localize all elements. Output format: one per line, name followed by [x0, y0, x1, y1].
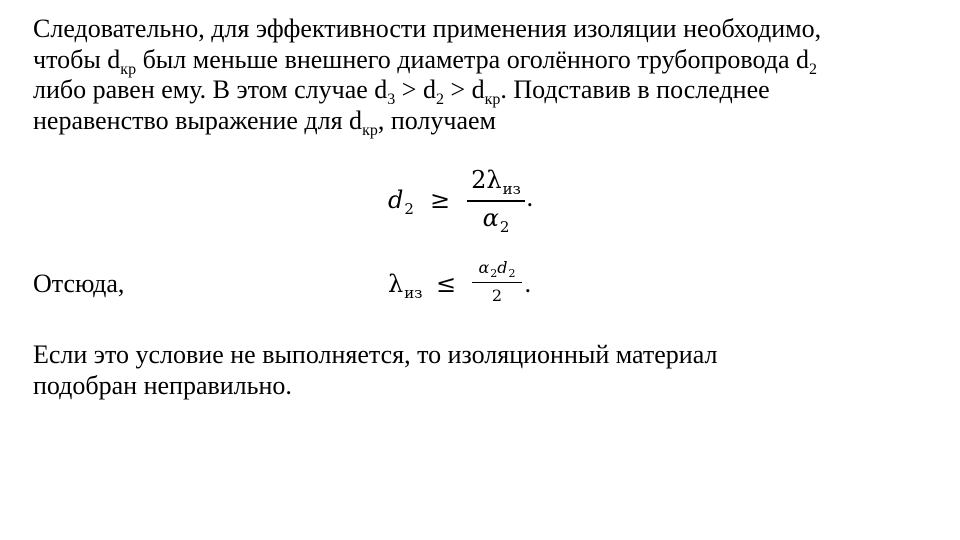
math-subscript: из: [404, 284, 423, 302]
formula-lhs: [388, 270, 423, 302]
paragraph-insulation-condition: [33, 14, 822, 139]
subscript: 2: [808, 60, 817, 78]
subscript: кр: [484, 91, 501, 108]
paragraph-line: [33, 340, 717, 371]
paragraph-conclusion: [33, 340, 717, 401]
math-subscript: 2: [404, 200, 414, 218]
formula-label: Отсюда,: [33, 269, 125, 298]
fraction-denominator: 2: [491, 286, 503, 305]
math-coefficient: 2λ: [471, 166, 502, 194]
fraction-denominator: [467, 204, 525, 236]
math-variable: d: [497, 258, 508, 277]
text: > d: [443, 75, 485, 104]
text: Следовательно, для эффективности применения изоляции необходимо,: [33, 14, 822, 43]
fraction-numerator: [472, 258, 522, 280]
formula-period: .: [526, 184, 534, 212]
text: Если это условие не выполняется, то изоляционный материал: [33, 340, 718, 369]
text: был меньше внешнего диаметра оголённого трубопровода d: [136, 44, 809, 74]
text: неравенство выражение для d: [33, 105, 363, 135]
subscript: кр: [120, 60, 137, 78]
formula-lhs: [388, 186, 414, 218]
text: либо равен ему. В этом случае d: [33, 75, 388, 104]
text: > d: [395, 75, 436, 104]
text: подобран неправильно.: [33, 370, 292, 400]
paragraph-line: [33, 106, 821, 137]
relation-symbol: ≥: [430, 186, 451, 214]
math-subscript: 2: [499, 218, 510, 236]
math-variable: λ: [388, 270, 404, 298]
relation-symbol: ≤: [436, 270, 457, 298]
subscript: 2: [435, 91, 444, 108]
math-variable: d: [388, 186, 404, 214]
formula-diameter-inequality: [388, 166, 548, 240]
math-subscript: из: [502, 180, 521, 198]
text: . Подставив в последнее: [500, 75, 770, 104]
math-variable: α: [478, 258, 490, 277]
math-variable: α: [482, 204, 499, 232]
math-subscript: 2: [490, 267, 498, 280]
fraction-bar: [467, 200, 525, 202]
text: чтобы d: [33, 44, 121, 74]
paragraph-line: [33, 14, 821, 45]
subscript: 3: [387, 91, 396, 108]
math-subscript: 2: [508, 267, 516, 280]
paragraph-line: [33, 45, 821, 76]
text: , получаем: [377, 105, 496, 135]
fraction-bar: [472, 282, 522, 283]
formula-period: .: [524, 270, 532, 298]
paragraph-line: [33, 371, 717, 402]
formula-conductivity-inequality: [388, 256, 548, 316]
paragraph-line: [33, 75, 821, 106]
subscript: кр: [362, 121, 378, 139]
fraction-numerator: [467, 166, 525, 198]
